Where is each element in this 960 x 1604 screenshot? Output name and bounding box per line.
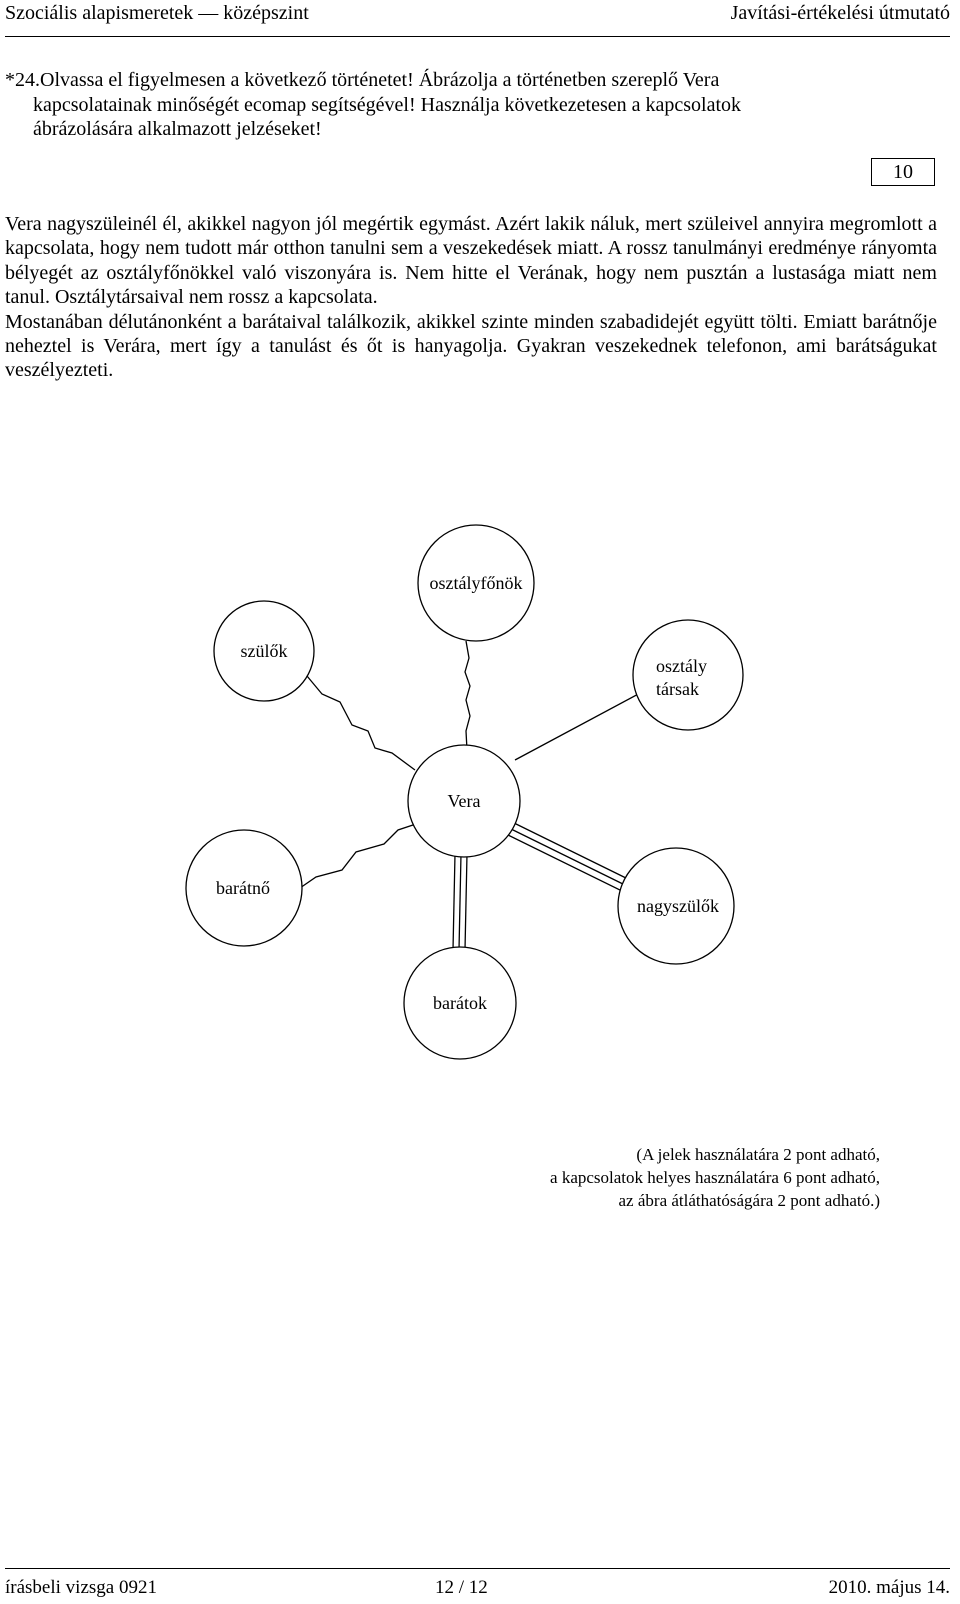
footer-exam-code: írásbeli vizsga 0921 [5, 1577, 157, 1598]
link-osztalyfonok [465, 641, 470, 750]
task-instruction [5, 68, 935, 142]
label-osztalytarsak-2: társak [656, 679, 699, 699]
story-text [5, 212, 937, 383]
scoring-line-2: a kapcsolatok helyes használatára 6 pont adható, [550, 1168, 880, 1187]
footer-page-number: 12 / 12 [435, 1577, 488, 1598]
link-szulok [307, 676, 415, 770]
label-baratok: barátok [433, 993, 487, 1013]
label-szulok: szülők [240, 641, 288, 661]
story-paragraph-2: Mostanában délutánonként a barátaival találkozik, akikkel szinte minden szabadidejét együtt tölti. Emiatt barátnője neheztel is Verára, mert így a tanulást és őt is hanyagolja. Gyakran veszekednek telefonon, ami barátságukat veszélyezteti. [5, 310, 937, 382]
link-baratok-3 [465, 854, 467, 950]
ecomap-diagram [0, 500, 960, 1100]
task-line-1: *24.Olvassa el figyelmesen a következő történetet! Ábrázolja a történetben szereplő Vera [5, 69, 720, 91]
label-nagyszulok: nagyszülők [637, 896, 719, 916]
link-nagyszulok-2 [509, 828, 627, 886]
link-osztalytarsak [515, 691, 644, 760]
link-baratok-2 [459, 854, 461, 950]
label-vera: Vera [447, 791, 481, 811]
scoring-note [380, 1143, 880, 1212]
task-line-3: ábrázolására alkalmazott jelzéseket! [33, 118, 322, 140]
header-subject: Szociális alapismeretek — középszint [5, 2, 309, 24]
task-line-2: kapcsolatainak minőségét ecomap segítségével! Használja következetesen a kapcsolatok [33, 93, 742, 116]
link-baratno [300, 822, 422, 888]
link-baratok-1 [453, 854, 455, 950]
header-doc-type: Javítási-értékelési útmutató [730, 2, 950, 24]
label-osztalytarsak-1: osztály [656, 656, 707, 676]
scoring-line-1: (A jelek használatára 2 pont adható, [636, 1145, 880, 1164]
label-osztalyfonok: osztályfőnök [429, 573, 523, 593]
footer-divider [5, 1568, 950, 1569]
story-paragraph-1: Vera nagyszüleinél él, akikkel nagyon jól megértik egymást. Azért lakik náluk, mert szüleivel annyira megromlott a kapcsolata, hogy nem tudott már otthon tanulni sem a veszekedések miatt. A rossz tanulmányi eredménye rányomta bélyegét az osztályfőnökkel való viszonyára is. Nem hitte el Verának, hogy nem pusztán a lustasága miatt nem tanul. Osztálytársaival nem rossz a kapcsolata. [5, 213, 937, 309]
points-box: 10 [871, 158, 935, 186]
footer-date: 2010. május 14. [828, 1577, 950, 1598]
link-nagyszulok-3 [506, 834, 624, 892]
link-nagyszulok-1 [512, 822, 630, 880]
label-baratno: barátnő [216, 878, 270, 898]
page-header [5, 0, 950, 37]
scoring-line-3: az ábra átláthatóságára 2 pont adható.) [618, 1191, 880, 1210]
